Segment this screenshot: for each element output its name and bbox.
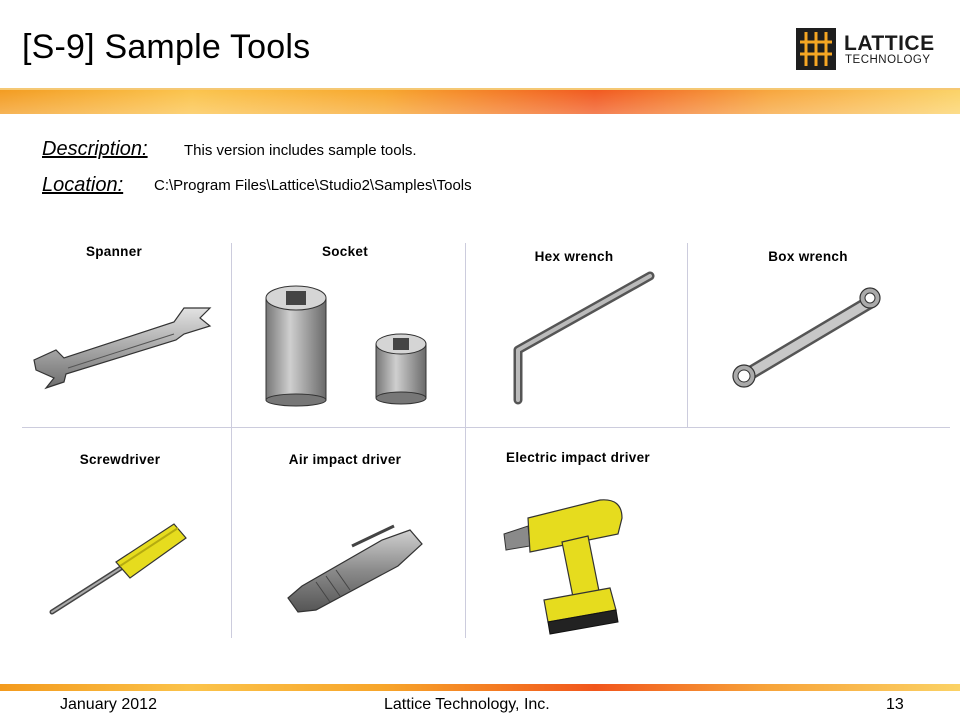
tool-label-spanner: Spanner xyxy=(85,244,143,259)
lattice-logo-icon xyxy=(796,28,836,70)
air-impact-driver-icon xyxy=(282,516,432,616)
grid-divider xyxy=(231,243,232,638)
footer-band xyxy=(0,684,960,691)
grid-divider xyxy=(22,427,950,428)
tool-label-electric-impact-driver: Electric impact driver xyxy=(506,450,650,465)
electric-impact-driver-icon xyxy=(500,496,630,636)
header-band xyxy=(0,88,960,114)
description-label: Description: xyxy=(42,138,148,160)
header-band-line xyxy=(0,88,960,90)
footer-date: January 2012 xyxy=(60,696,157,713)
grid-divider xyxy=(465,243,466,638)
tool-label-screwdriver: Screwdriver xyxy=(79,452,161,467)
spanner-icon xyxy=(24,298,220,394)
logo-brand-text: LATTICE xyxy=(844,32,935,55)
tool-label-socket: Socket xyxy=(321,244,369,259)
location-label: Location: xyxy=(42,174,124,196)
slide-title: [S-9] Sample Tools xyxy=(22,28,311,66)
page-number: 13 xyxy=(886,696,904,713)
tool-label-box-wrench: Box wrench xyxy=(768,249,848,264)
box-wrench-icon xyxy=(730,284,890,388)
socket-icon xyxy=(262,282,442,410)
footer-company: Lattice Technology, Inc. xyxy=(384,696,550,713)
screwdriver-icon xyxy=(44,516,194,620)
description-value: This version includes sample tools. xyxy=(184,142,417,159)
logo-sub-text: TECHNOLOGY xyxy=(845,54,931,66)
tool-label-air-impact-driver: Air impact driver xyxy=(288,452,402,467)
grid-divider xyxy=(687,243,688,428)
lattice-logo xyxy=(796,26,936,74)
hex-wrench-icon xyxy=(510,270,660,410)
location-value: C:\Program Files\Lattice\Studio2\Samples\Tools xyxy=(154,177,472,194)
tool-label-hex-wrench: Hex wrench xyxy=(534,249,614,264)
